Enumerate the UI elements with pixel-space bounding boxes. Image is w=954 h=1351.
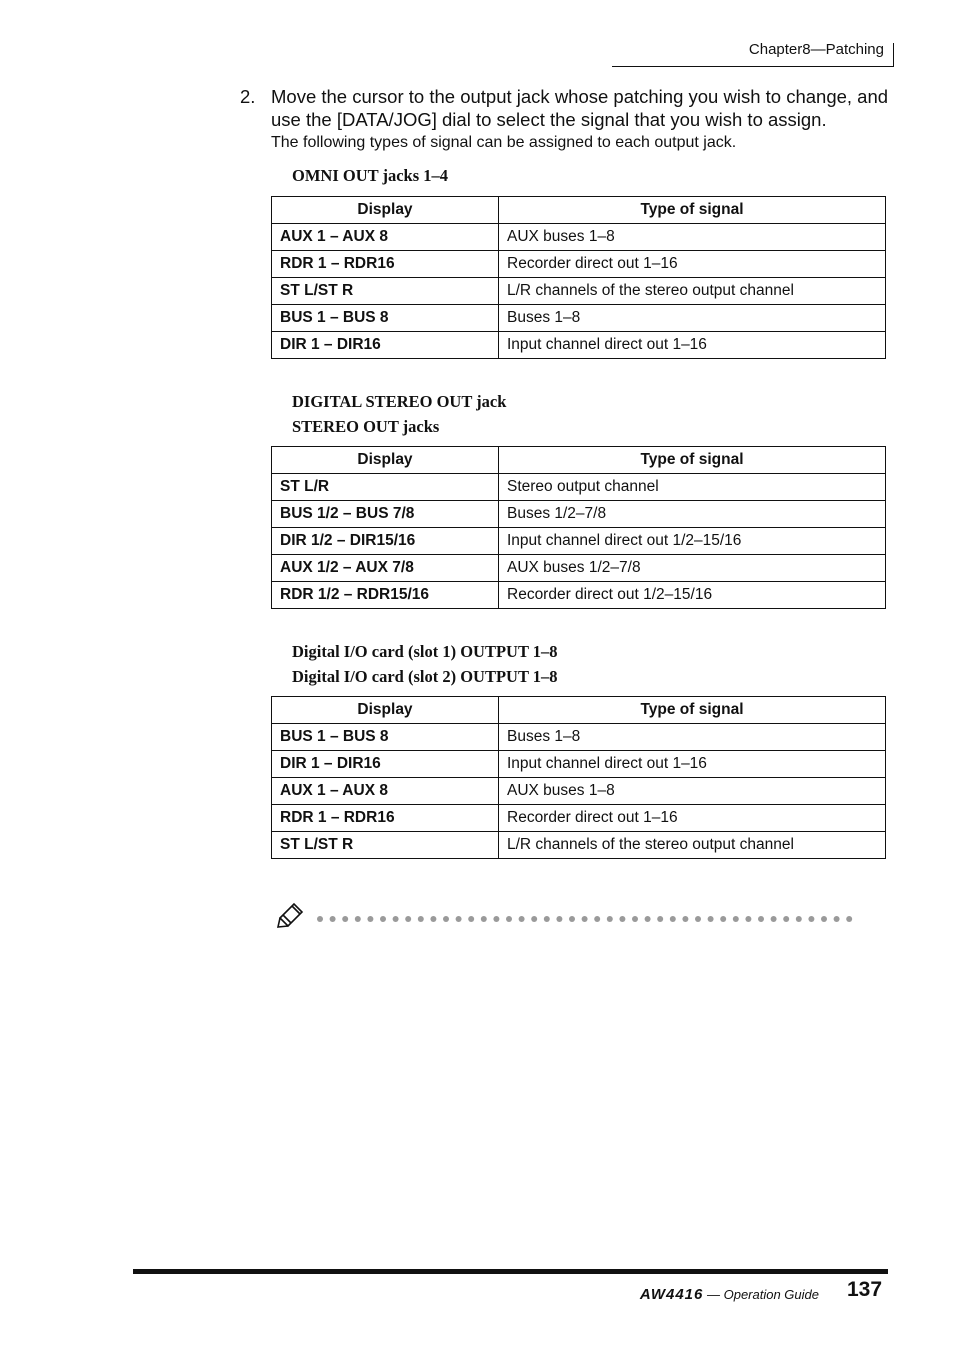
dot	[708, 916, 714, 922]
table-row	[272, 751, 886, 778]
dot	[481, 916, 487, 922]
table-row	[272, 778, 886, 805]
signal-cell: Input channel direct out 1–16	[499, 751, 886, 778]
dot	[582, 916, 588, 922]
dot	[834, 916, 840, 922]
display-cell: DIR 1/2 – DIR15/16	[272, 528, 499, 555]
display-cell: RDR 1/2 – RDR15/16	[272, 582, 499, 609]
signal-cell: Input channel direct out 1/2–15/16	[499, 528, 886, 555]
table-row	[272, 555, 886, 582]
display-cell: ST L/ST R	[272, 832, 499, 859]
table-header-row	[272, 197, 886, 224]
dot	[796, 916, 802, 922]
dot	[468, 916, 474, 922]
column-header-type: Type of signal	[499, 197, 886, 224]
dot	[493, 916, 499, 922]
dot	[619, 916, 625, 922]
display-cell: RDR 1 – RDR16	[272, 251, 499, 278]
dot	[720, 916, 726, 922]
dot	[317, 916, 323, 922]
dot	[456, 916, 462, 922]
dot	[632, 916, 638, 922]
table-row	[272, 332, 886, 359]
section-heading-digital-stereo-out: DIGITAL STEREO OUT jack	[292, 392, 507, 411]
dot	[594, 916, 600, 922]
table-row	[272, 474, 886, 501]
signal-cell: L/R channels of the stereo output channel	[499, 278, 886, 305]
display-cell: AUX 1/2 – AUX 7/8	[272, 555, 499, 582]
dot	[569, 916, 575, 922]
dot	[330, 916, 336, 922]
section-heading-omni-out: OMNI OUT jacks 1–4	[292, 166, 448, 185]
table-row	[272, 251, 886, 278]
table-header-row	[272, 697, 886, 724]
signal-cell: AUX buses 1–8	[499, 778, 886, 805]
column-header-display: Display	[272, 697, 499, 724]
display-cell: BUS 1 – BUS 8	[272, 305, 499, 332]
page-number: 137	[847, 1278, 883, 1301]
omni-out-table	[271, 196, 886, 359]
dot	[607, 916, 613, 922]
dot	[405, 916, 411, 922]
column-header-display: Display	[272, 197, 499, 224]
section-heading-stereo-out: STEREO OUT jacks	[292, 417, 440, 436]
dot	[430, 916, 436, 922]
running-header: Chapter8—Patching	[748, 41, 884, 58]
dot	[808, 916, 814, 922]
display-cell: ST L/ST R	[272, 278, 499, 305]
dot	[506, 916, 512, 922]
signal-cell: Buses 1–8	[499, 305, 886, 332]
display-cell: AUX 1 – AUX 8	[272, 224, 499, 251]
section-heading-slot2: Digital I/O card (slot 2) OUTPUT 1–8	[292, 667, 558, 686]
signal-cell: Buses 1/2–7/8	[499, 501, 886, 528]
section-heading-slot1: Digital I/O card (slot 1) OUTPUT 1–8	[292, 642, 558, 661]
dot	[783, 916, 789, 922]
table-header-row	[272, 447, 886, 474]
dot	[556, 916, 562, 922]
table-row	[272, 582, 886, 609]
dot	[342, 916, 348, 922]
dot	[821, 916, 827, 922]
dot	[645, 916, 651, 922]
table-row	[272, 724, 886, 751]
dot	[657, 916, 663, 922]
dot	[670, 916, 676, 922]
product-logo: AW4416	[639, 1286, 704, 1303]
signal-cell: Buses 1–8	[499, 724, 886, 751]
step-subtext: The following types of signal can be assigned to each output jack.	[271, 134, 737, 151]
column-header-type: Type of signal	[499, 447, 886, 474]
dot	[695, 916, 701, 922]
column-header-display: Display	[272, 447, 499, 474]
display-cell: RDR 1 – RDR16	[272, 805, 499, 832]
table-row	[272, 832, 886, 859]
dot	[380, 916, 386, 922]
table-row	[272, 224, 886, 251]
dot	[355, 916, 361, 922]
footer-guide	[640, 1286, 819, 1303]
display-cell: DIR 1 – DIR16	[272, 751, 499, 778]
display-cell: BUS 1 – BUS 8	[272, 724, 499, 751]
display-cell: ST L/R	[272, 474, 499, 501]
dot	[758, 916, 764, 922]
dot	[733, 916, 739, 922]
signal-cell: Stereo output channel	[499, 474, 886, 501]
signal-cell: AUX buses 1–8	[499, 224, 886, 251]
dot	[544, 916, 550, 922]
table-row	[272, 501, 886, 528]
dot	[531, 916, 537, 922]
footer-rule	[133, 1269, 888, 1274]
step-text: Move the cursor to the output jack whose patching you wish to change, and use the [DATA/JOG] dial to select the signal that you wish to assign.	[271, 86, 889, 130]
signal-cell: L/R channels of the stereo output channel	[499, 832, 886, 859]
dot	[418, 916, 424, 922]
digital-io-table	[271, 696, 886, 859]
table-row	[272, 278, 886, 305]
dot	[393, 916, 399, 922]
dot	[846, 916, 852, 922]
display-cell: DIR 1 – DIR16	[272, 332, 499, 359]
note-pencil-icon	[277, 900, 305, 928]
dot	[367, 916, 373, 922]
step-number: 2.	[240, 86, 256, 107]
stereo-out-table	[271, 446, 886, 609]
display-cell: AUX 1 – AUX 8	[272, 778, 499, 805]
column-header-type: Type of signal	[499, 697, 886, 724]
guide-label: — Operation Guide	[703, 1287, 819, 1302]
table-row	[272, 805, 886, 832]
table-row	[272, 528, 886, 555]
dot	[771, 916, 777, 922]
dot	[745, 916, 751, 922]
dot	[682, 916, 688, 922]
header-tick	[893, 43, 894, 67]
display-cell: BUS 1/2 – BUS 7/8	[272, 501, 499, 528]
signal-cell: Recorder direct out 1/2–15/16	[499, 582, 886, 609]
header-rule	[612, 66, 894, 67]
signal-cell: Recorder direct out 1–16	[499, 805, 886, 832]
signal-cell: Input channel direct out 1–16	[499, 332, 886, 359]
dot	[443, 916, 449, 922]
dot	[519, 916, 525, 922]
signal-cell: AUX buses 1/2–7/8	[499, 555, 886, 582]
table-row	[272, 305, 886, 332]
signal-cell: Recorder direct out 1–16	[499, 251, 886, 278]
note-dotted-rule	[316, 914, 856, 924]
